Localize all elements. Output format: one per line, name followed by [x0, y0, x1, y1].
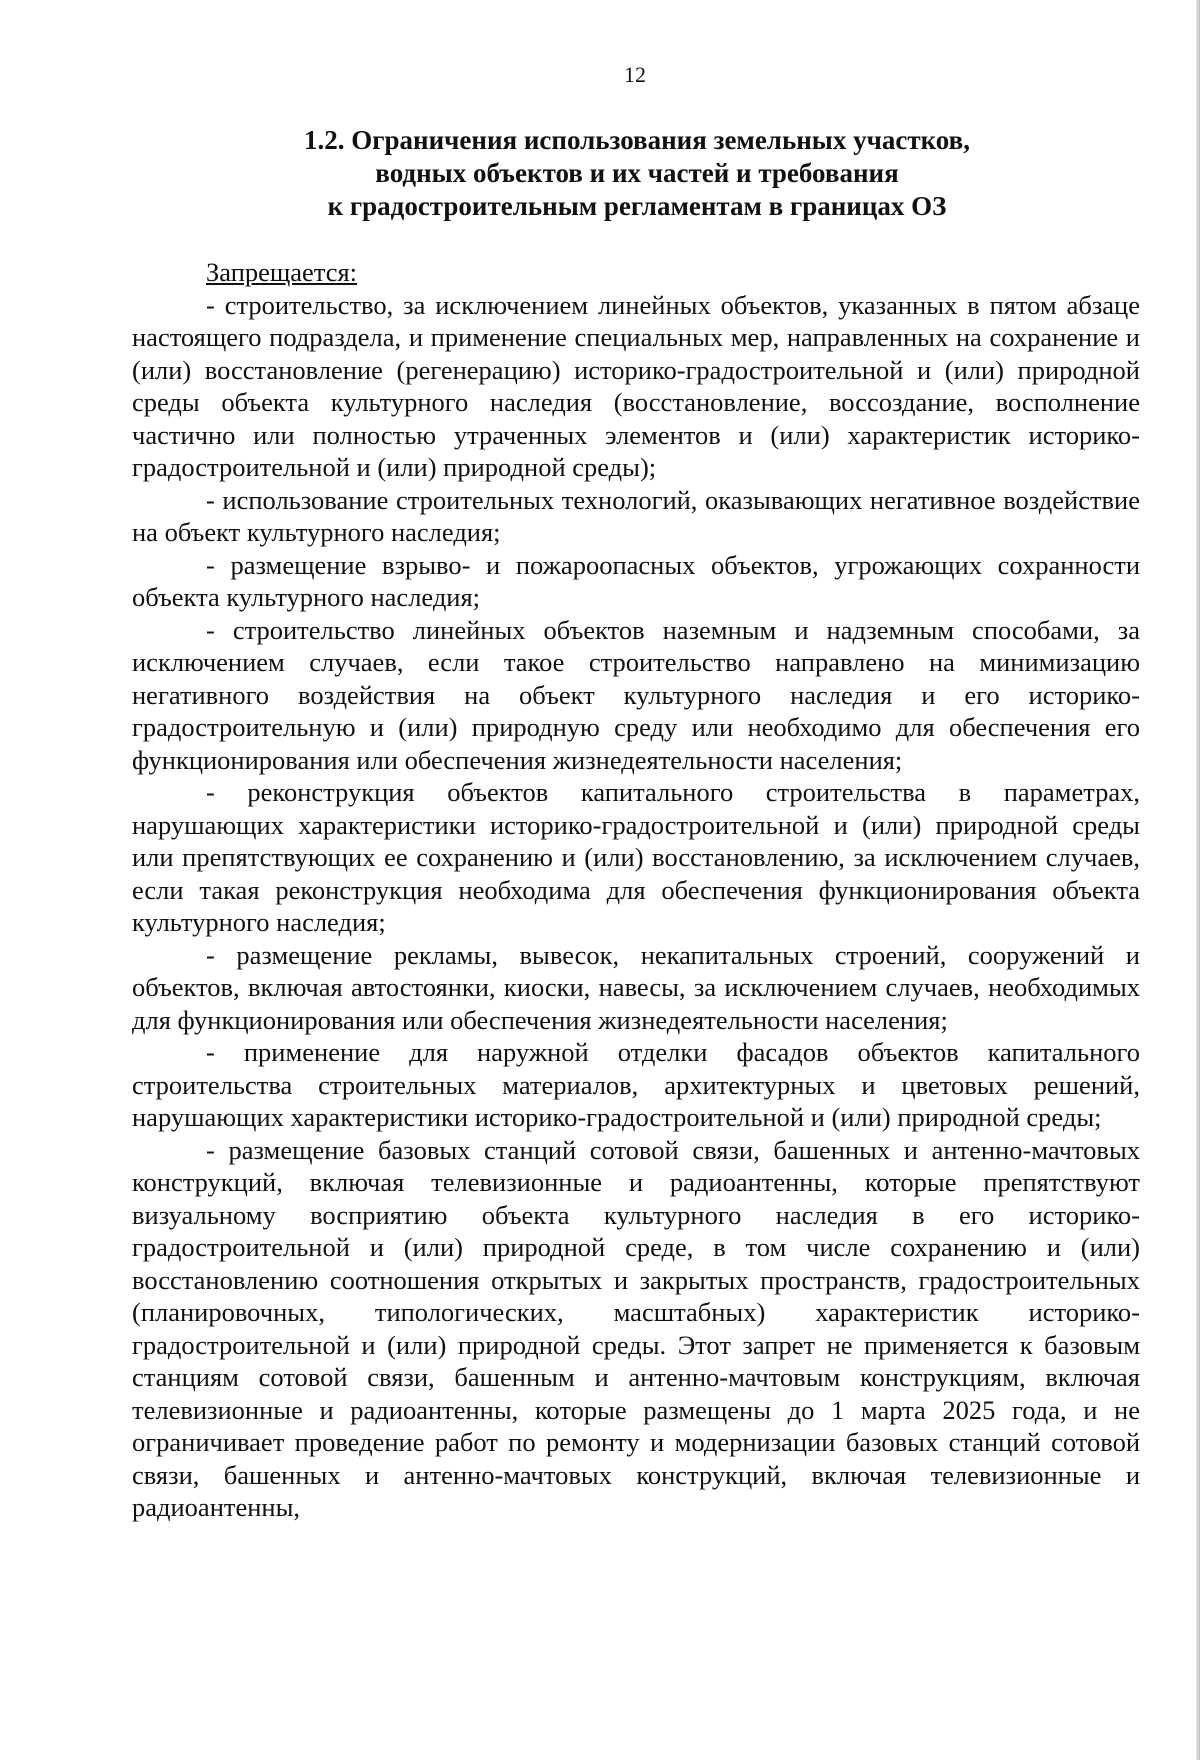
intro-label: Запрещается:	[206, 257, 358, 287]
paragraph-linear-objects: - строительство линейных объектов наземным и надземным способами, за исключением случаев, если такое строительство направлено на минимизацию негативного воздействия на объект культурного наследия и его историко-градостроительную и (или) природную среду или необходимо для обеспечения его функционирования или обеспечения жизнедеятельности населения;	[132, 614, 1140, 775]
page-number: 12	[624, 62, 646, 87]
paragraph-hazardous-objects: - размещение взрыво- и пожароопасных объектов, угрожающих сохранности объекта культурного наследия;	[132, 549, 1140, 612]
heading-line-2: водных объектов и их частей и требования	[375, 158, 899, 188]
paragraph-reconstruction: - реконструкция объектов капитального строительства в параметрах, нарушающих характеристики историко-градостроительной и (или) природной среды или препятствующих ее сохранению и (или) восстановлению, за исключением случаев, если такая реконструкция необходима для обеспечения функционирования объекта культурного наследия;	[132, 777, 1140, 937]
paragraph-base-stations: - размещение базовых станций сотовой связи, башенных и антенно-мачтовых конструкций, включая телевизионные и радиоантенны, которые препятствуют визуальному восприятию объекта культурного наследия в его историко-градостроительной и (или) природной среде, в том числе сохранению и (или) восстановлению соотношения открытых и закрытых пространств, градостроительных (планировочных, типологических, масштабных) характеристик историко-градостроительной и (или) природной среды. Этот запрет не применяется к базовым станциям сотовой связи, башенным и антенно-мачтовым конструкциям, включая телевизионные и радиоантенны, которые размещены до 1 марта 2025 года, и не ограничивает проведение работ по ремонту и модернизации базовых станций сотовой связи, башенных и антенно-мачтовых конструкций, включая телевизионные и радиоантенны,	[132, 1134, 1140, 1522]
heading-line-3: к градостроительным регламентам в границах ОЗ	[327, 191, 947, 221]
document-body	[132, 256, 1140, 1524]
paragraph-advertising: - размещение рекламы, вывесок, некапитальных строений, сооружений и объектов, включая автостоянки, киоски, навесы, за исключением случаев, необходимых для функционирования или обеспечения жизнедеятельности населения;	[132, 939, 1140, 1035]
page-edge-shadow	[1196, 0, 1200, 1760]
paragraph-facade-materials: - применение для наружной отделки фасадов объектов капитального строительства строительных материалов, архитектурных и цветовых решений, нарушающих характеристики историко-градостроительной и (или) природной среды;	[132, 1037, 1140, 1132]
paragraph-construction: - строительство, за исключением линейных объектов, указанных в пятом абзаце настоящего подраздела, и применение специальных мер, направленных на сохранение и (или) восстановление (регенерацию) историко-градостроительной и (или) природной среды объекта культурного наследия (восстановление, воссоздание, восполнение частично или полностью утраченных элементов и (или) характеристик историко-градостроительной и (или) природной среды);	[132, 289, 1140, 482]
paragraph-technologies: - использование строительных технологий, оказывающих негативное воздействие на объект культурного наследия;	[132, 484, 1140, 547]
section-heading	[132, 124, 1142, 223]
heading-line-1: 1.2. Ограничения использования земельных участков,	[304, 125, 970, 155]
